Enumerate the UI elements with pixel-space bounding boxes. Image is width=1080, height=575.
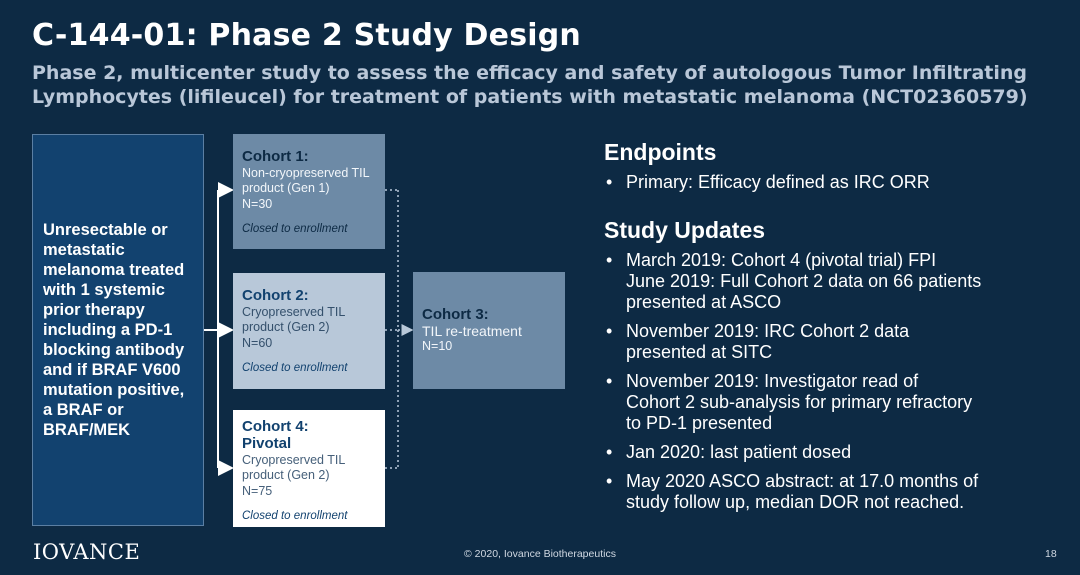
endpoints-list: [604, 172, 1064, 193]
page-number: 18: [1045, 548, 1057, 560]
update-item: [604, 371, 1064, 434]
study-updates-heading: Study Updates: [604, 217, 766, 243]
cohort-3-title: Cohort 3:: [422, 306, 489, 323]
cohort-4-title: Cohort 4:: [242, 418, 309, 435]
cohort-3-n: N=10: [422, 339, 453, 353]
endpoint-text: Primary: Efficacy defined as IRC ORR: [626, 172, 930, 192]
slide-title: C-144-01: Phase 2 Study Design: [32, 18, 581, 53]
cohort-1-box: [233, 134, 385, 249]
update-line: presented at ASCO: [626, 292, 782, 312]
cohort-4-n: N=75: [242, 484, 273, 498]
update-item: [604, 321, 1064, 363]
cohort-2-status: Closed to enrollment: [242, 362, 348, 374]
bullet: •: [606, 250, 613, 270]
bullet: •: [606, 442, 613, 462]
cohort-1-n: N=30: [242, 197, 273, 211]
right-panel: [604, 138, 1064, 521]
update-line: November 2019: IRC Cohort 2 data: [626, 321, 910, 341]
update-item: [604, 471, 1064, 513]
bullet: •: [606, 371, 613, 391]
update-line: to PD-1 presented: [626, 413, 773, 433]
update-line: November 2019: Investigator read of: [626, 371, 919, 391]
update-line: Jan 2020: last patient dosed: [626, 442, 852, 462]
slide-subtitle: Phase 2, multicenter study to assess the efficacy and safety of autologous Tumor Infiltrating Lymphocytes (lifileucel) for treatment of patients with metastatic melanoma (NCT02360579): [32, 62, 1028, 108]
bullet: •: [606, 172, 613, 192]
update-line: May 2020 ASCO abstract: at 17.0 months of: [626, 471, 979, 491]
cohort-3-description: TIL re-treatment: [422, 323, 522, 339]
iovance-logo: IOVANCE: [33, 540, 141, 564]
update-line: Cohort 2 sub-analysis for primary refractory: [626, 392, 973, 412]
update-item: [604, 442, 1064, 463]
cohort-2-n: N=60: [242, 336, 273, 350]
cohort-1-title: Cohort 1:: [242, 148, 309, 165]
cohort-1-description: Non-cryopreserved TIL product (Gen 1): [242, 166, 370, 195]
population-text: Unresectable or metastatic melanoma treated with 1 systemic prior therapy including a PD-1 blocking antibody and if BRAF V600 mutation positive, a BRAF or BRAF/MEK: [43, 221, 185, 439]
cohort-1-status: Closed to enrollment: [242, 223, 348, 235]
endpoints-heading: Endpoints: [604, 139, 717, 165]
cohort-2-description: Cryopreserved TIL product (Gen 2): [242, 305, 345, 334]
bullet: •: [606, 321, 613, 341]
endpoint-item: [604, 172, 1064, 193]
cohort-4-box: [233, 410, 385, 527]
update-line: June 2019: Full Cohort 2 data on 66 patients: [626, 271, 982, 291]
cohort-2-box: [233, 273, 385, 389]
update-line: March 2019: Cohort 4 (pivotal trial) FPI: [626, 250, 937, 270]
cohort-4-status: Closed to enrollment: [242, 510, 348, 522]
update-line: presented at SITC: [626, 342, 773, 362]
cohort-2-title: Cohort 2:: [242, 287, 309, 304]
study-updates-list: [604, 250, 1064, 513]
copyright-footer: © 2020, Iovance Biotherapeutics: [464, 548, 616, 560]
update-item: [604, 250, 1064, 313]
cohort-3-box: [413, 272, 565, 389]
update-line: study follow up, median DOR not reached.: [626, 492, 965, 512]
cohort-4-description: Cryopreserved TIL product (Gen 2): [242, 453, 345, 482]
cohort-4-subtitle: Pivotal: [242, 435, 292, 452]
bullet: •: [606, 471, 613, 491]
